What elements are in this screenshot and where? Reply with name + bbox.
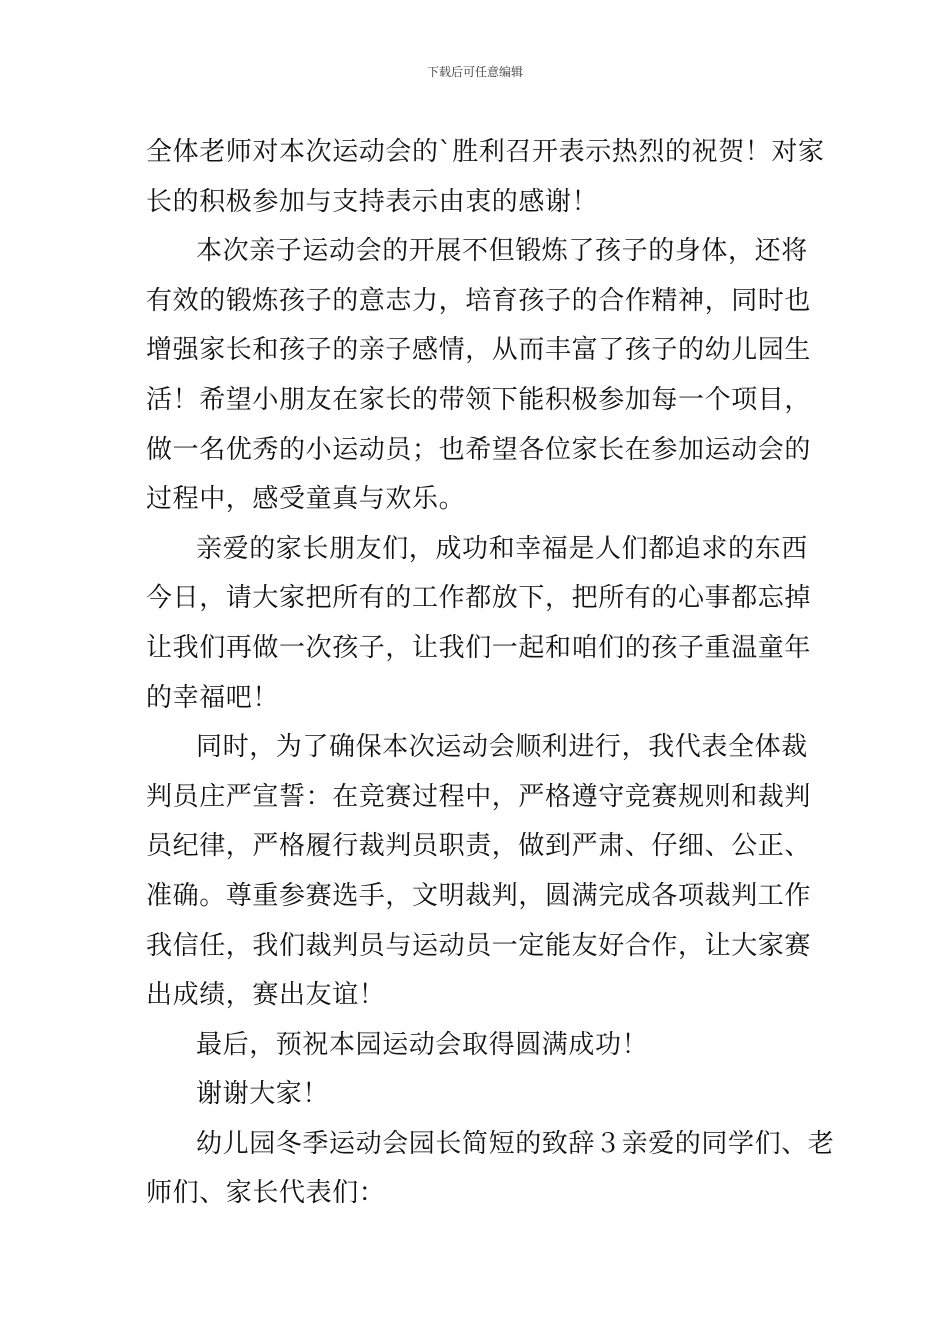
- text-line: 全体老师对本次运动会的`胜利召开表示热烈的祝贺！对家: [146, 137, 825, 167]
- text-line: 我信任，我们裁判员与运动员一定能友好合作，让大家赛: [146, 930, 812, 961]
- text-line: 最后，预祝本园运动会取得圆满成功！: [196, 1029, 649, 1060]
- text-line: 过程中，感受童真与欢乐。: [146, 484, 466, 515]
- text-line: 的幸福吧！: [146, 682, 280, 713]
- text-line: 出成绩，赛出友谊！: [146, 980, 386, 1011]
- text-line: 谢谢大家！: [196, 1079, 330, 1110]
- page-header: 下载后可任意编辑: [426, 65, 523, 79]
- text-line: 判员庄严宣誓：在竞赛过程中，严格遵守竞赛规则和裁判: [146, 781, 812, 812]
- text-line: 做一名优秀的小运动员；也希望各位家长在参加运动会的: [146, 434, 812, 465]
- text-line: 员纪律，严格履行裁判员职责，做到严肃、仔细、公正、: [146, 831, 812, 862]
- text-line: 本次亲子运动会的开展不但锻炼了孩子的身体，还将: [196, 236, 808, 267]
- text-line: 准确。尊重参赛选手，文明裁判，圆满完成各项裁判工作: [146, 880, 812, 911]
- text-line: 增强家长和孩子的亲子感情，从而丰富了孩子的幼儿园生: [146, 335, 812, 366]
- text-line: 亲爱的家长朋友们，成功和幸福是人们都追求的东西: [196, 533, 808, 564]
- text-line: 幼儿园冬季运动会园长简短的致辞３亲爱的同学们、老: [196, 1128, 835, 1159]
- text-line: 让我们再做一次孩子，让我们一起和咱们的孩子重温童年: [146, 632, 812, 663]
- text-line: 同时，为了确保本次运动会顺利进行，我代表全体裁: [196, 732, 808, 763]
- text-line: 有效的锻炼孩子的意志力，培育孩子的合作精神，同时也: [146, 285, 812, 316]
- document-body: [146, 128, 835, 1219]
- text-line: 长的积极参加与支持表示由衷的感谢！: [146, 186, 599, 217]
- text-line: 活！希望小朋友在家长的带领下能积极参加每一个项目，: [146, 384, 812, 415]
- text-line: 师们、家长代表们：: [146, 1178, 386, 1209]
- text-line: 今日，请大家把所有的工作都放下，把所有的心事都忘掉: [146, 583, 812, 614]
